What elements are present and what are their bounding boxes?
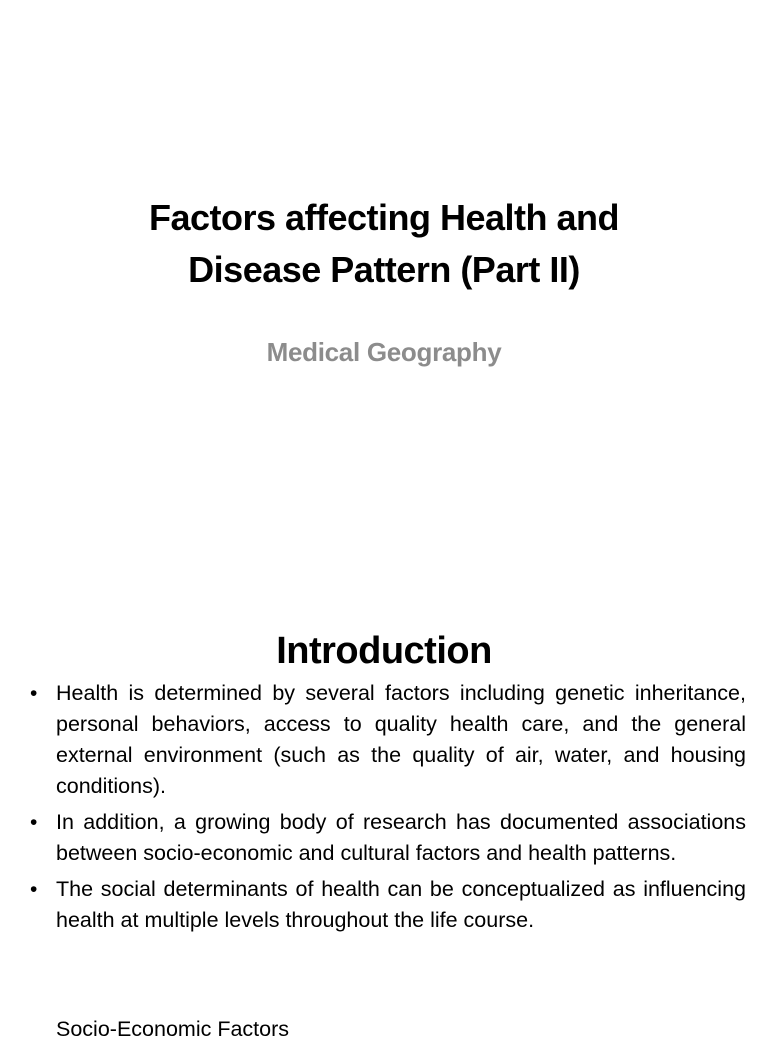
bullet-text: Health is determined by several factors including genetic inheritance, personal behaviors, access to quality health care, and the general external environment (such as the quality of air, water, and housing conditions).	[56, 681, 746, 798]
title-line-1: Factors affecting Health and	[148, 197, 620, 238]
bullet-item	[30, 807, 746, 869]
bullet-item	[30, 874, 746, 936]
title-line-2: Disease Pattern (Part II)	[188, 249, 580, 290]
bullet-dot-icon: •	[30, 878, 38, 901]
slide-introduction	[0, 576, 768, 1041]
introduction-heading: Introduction	[276, 630, 492, 672]
slide-title-heading	[40, 192, 728, 296]
bullet-dot-icon: •	[30, 811, 38, 834]
bullet-text: The social determinants of health can be conceptualized as influencing health at multiple levels throughout the life course.	[56, 877, 746, 932]
slide-subtitle: Medical Geography	[266, 337, 502, 367]
bullet-dot-icon: •	[30, 682, 38, 705]
bullet-item	[30, 678, 746, 802]
next-section-heading: Socio-Economic Factors	[56, 1017, 289, 1041]
bullet-text: In addition, a growing body of research has documented associations between socio-economic and cultural factors and health patterns.	[56, 810, 746, 865]
bullet-list	[30, 678, 746, 941]
